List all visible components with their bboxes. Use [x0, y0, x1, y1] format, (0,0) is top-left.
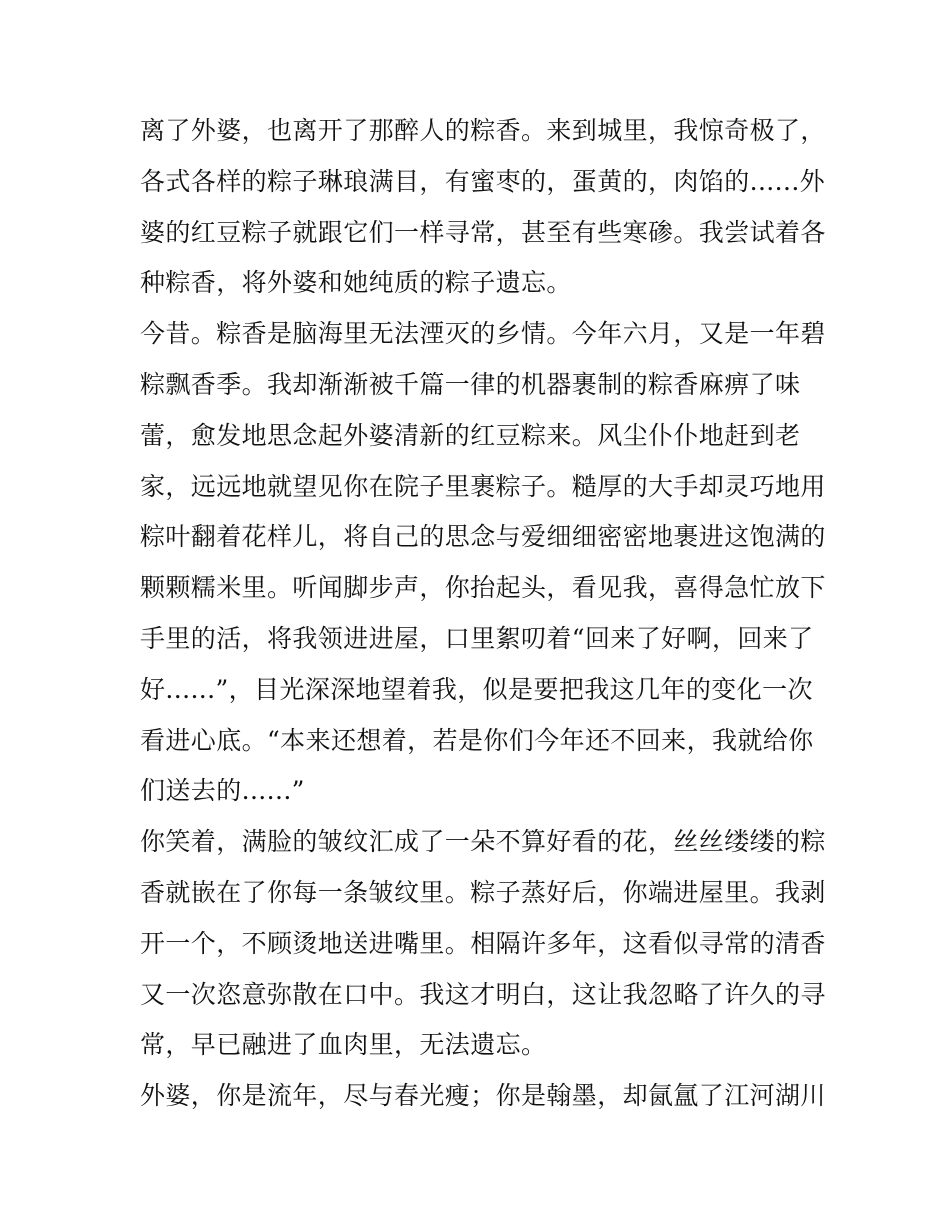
text-line: 种粽香，将外婆和她纯质的粽子遗忘。: [140, 268, 572, 298]
text-line: 家，远远地就望见你在院子里裹粽子。糙厚的大手却灵巧地用: [140, 471, 826, 501]
text-line: 们送去的......”: [140, 776, 305, 806]
text-line: 蕾，愈发地思念起外婆清新的红豆粽来。风尘仆仆地赶到老: [140, 420, 801, 450]
text-line: 颗颗糯米里。听闻脚步声，你抬起头，看见我，喜得急忙放下: [140, 573, 826, 603]
text-line: 又一次恣意弥散在口中。我这才明白，这让我忽略了许久的寻: [140, 979, 826, 1009]
text-line: 粽飘香季。我却渐渐被千篇一律的机器裹制的粽香麻痹了味: [140, 369, 801, 399]
text-line: 今昔。粽香是脑海里无法湮灭的乡情。今年六月，又是一年碧: [140, 319, 826, 349]
text-line: 香就嵌在了你每一条皱纹里。粽子蒸好后，你端进屋里。我剥: [140, 877, 826, 907]
text-line: 看进心底。“本来还想着，若是你们今年还不回来，我就给你: [140, 725, 814, 755]
text-line: 好......”，目光深深地望着我，似是要把我这几年的变化一次: [140, 674, 813, 704]
text-line: 手里的活，将我领进进屋，口里絮叨着“回来了好啊，回来了: [140, 623, 814, 653]
text-line: 各式各样的粽子琳琅满目，有蜜枣的，蛋黄的，肉馅的......外: [140, 166, 826, 196]
text-line: 外婆，你是流年，尽与春光瘦；你是翰墨，却氤氲了江河湖川: [140, 1081, 826, 1111]
text-line: 开一个，不顾烫地送进嘴里。相隔许多年，这看似寻常的清香: [140, 928, 826, 958]
text-line: 粽叶翻着花样儿，将自己的思念与爱细细密密地裹进这饱满的: [140, 522, 826, 552]
document-body: [140, 106, 826, 1122]
text-line: 离了外婆，也离开了那醉人的粽香。来到城里，我惊奇极了，: [140, 116, 826, 145]
text-line: 婆的红豆粽子就跟它们一样寻常，甚至有些寒碜。我尝试着各: [140, 217, 826, 247]
text-line: 你笑着，满脸的皱纹汇成了一朵不算好看的花，丝丝缕缕的粽: [140, 827, 826, 857]
text-line: 常，早已融进了血肉里，无法遗忘。: [140, 1030, 547, 1060]
